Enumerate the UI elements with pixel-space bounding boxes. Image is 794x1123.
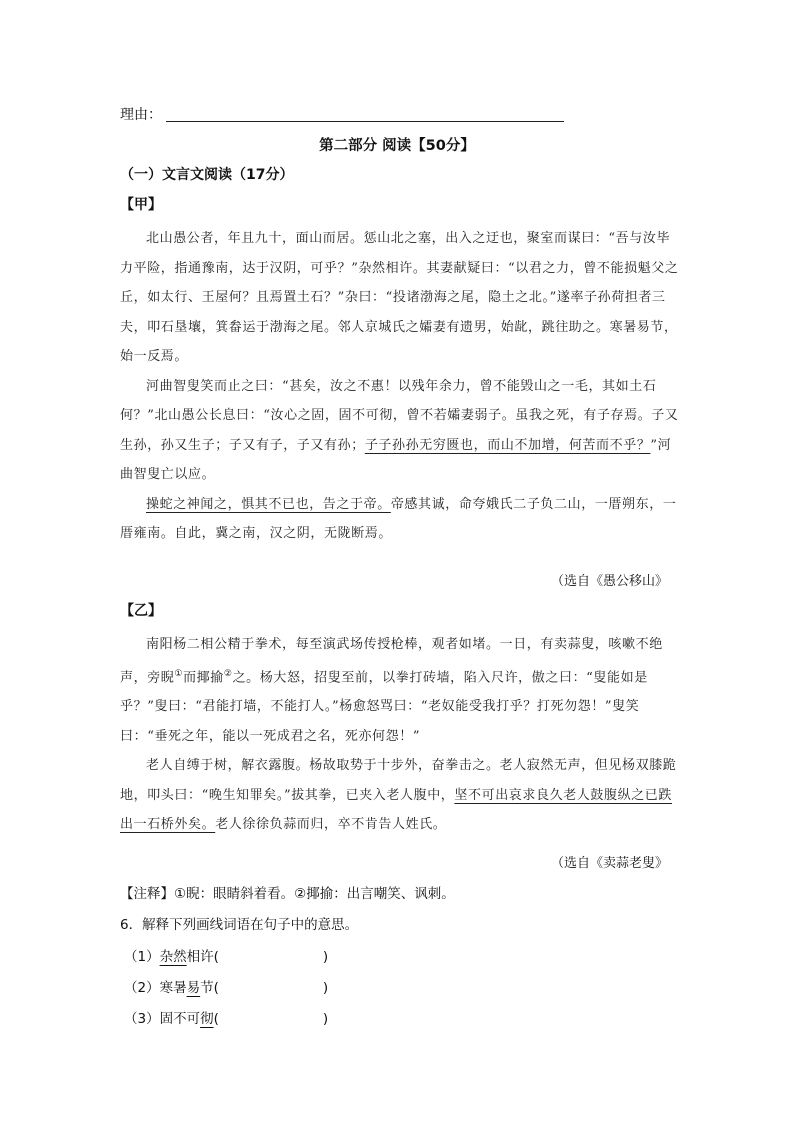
passage-jia	[120, 224, 680, 549]
underlined-sentence: 子子孙孙无穷匮也，而山不加增，何苦而不乎？	[364, 437, 651, 453]
note-1-marker: ①	[174, 668, 184, 679]
passage-jia-source: （选自《愚公移山》	[550, 574, 668, 589]
part-heading: 第二部分 阅读【50分】	[319, 138, 475, 154]
passage-jia-paragraph-2: 河曲智叟笑而止之曰：“甚矣，汝之不惠！以残年余力，曾不能毁山之一毛，其如土石何？”北山愚公长息曰：“汝心之固，固不可彻，曾不若孀妻弱子。虽我之死，有子存焉。子又生孙，孙又生子；子又有子，子又有孙；子子孙孙无穷匮也，而山不加增，何苦而不乎？”河曲智叟亡以应。	[120, 378, 679, 482]
passage-yi	[120, 630, 680, 840]
question-item: （1）杂然相许( )	[124, 949, 329, 965]
passage-jia-tag: 【甲】	[120, 197, 162, 213]
passage-yi-paragraph-2: 老人自缚于树，解衣露腹。杨故取势于十步外，奋拳击之。老人寂然无声，但见杨双膝跪地，叩头曰：“晚生知罪矣。”拔其拳，已夹入老人腹中，坚不可出哀求良久老人鼓腹纵之已跌出一石桥外矣。老人徐徐负蒜而归，卒不肯告人姓氏。	[120, 758, 677, 833]
note-2-marker: ②	[223, 668, 233, 679]
passage-jia-paragraph-3: 操蛇之神闻之，惧其不已也，告之于帝。帝感其诚，命夸娥氏二子负二山，一厝朔东，一厝雍南。自此，冀之南，汉之阴，无陇断焉。	[120, 496, 677, 541]
passage-yi-tag: 【乙】	[120, 603, 162, 619]
section-title: （一）文言文阅读（17分）	[120, 167, 294, 183]
question-6-title: 6．解释下列画线词语在句子中的意思。	[120, 917, 359, 933]
underlined-sentence: 操蛇之神闻之，惧其不已也，告之于帝。	[146, 496, 391, 512]
reason-row	[120, 104, 564, 124]
question-item: （3）固不可彻( )	[124, 1011, 329, 1027]
passage-yi-paragraph-1: 南阳杨二相公精于拳术，每至演武场传授枪棒，观者如堵。一日，有卖蒜叟，咳嗽不绝声，旁睨①而揶揄②之。杨大怒，招叟至前，以拳打砖墙，陷入尺许，傲之曰：“叟能如是乎？”叟曰：“君能打墙，不能打人。”杨愈怒骂曰：“老奴能受我打乎？打死勿怨！”叟笑曰：“垂死之年，能以一死成君之名，死亦何怨！”	[120, 637, 663, 744]
reason-label: 理由：	[120, 107, 162, 123]
passage-jia-paragraph-1: 北山愚公者，年且九十，面山而居。惩山北之塞，出入之迂也，聚室而谋曰：“吾与汝毕力平险，指通豫南，达于汉阴，可乎？”杂然相许。其妻献疑曰：“以君之力，曾不能损魁父之丘，如太行、王屋何？且焉置土石？”杂曰：“投诸渤海之尾，隐土之北。”遂率子孙荷担者三夫，叩石垦壤，箕畚运于渤海之尾。邻人京城氏之孀妻有遗男，始龀，跳往助之。寒暑易节，始一反焉。	[120, 231, 679, 364]
reason-answer-line[interactable]	[166, 107, 564, 122]
passage-yi-source: （选自《卖蒜老叟》	[550, 856, 668, 871]
underlined-sentence: 坚不可出哀求良久老人鼓腹纵之已跌出一石桥外矣。	[120, 787, 673, 833]
question-item: （2）寒暑易节( )	[124, 980, 329, 996]
annotation: 【注释】①睨：眼睛斜着看。②揶揄：出言嘲笑、讽刺。	[120, 886, 455, 902]
